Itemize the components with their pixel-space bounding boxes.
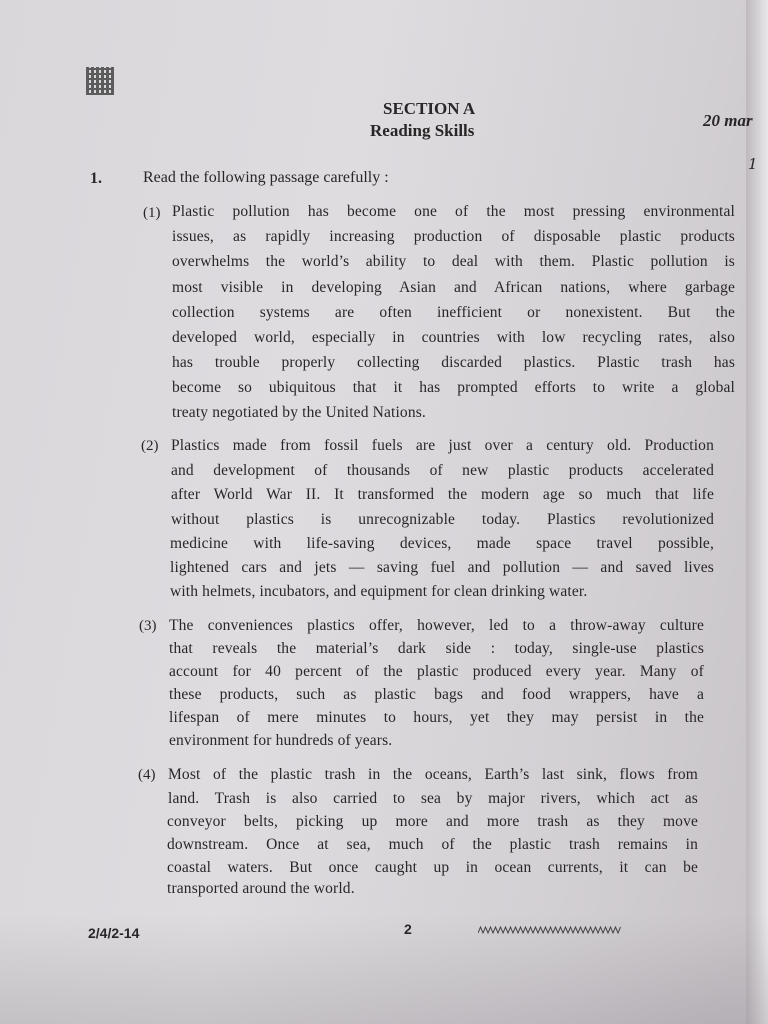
paper-code: 2/4/2-14	[88, 925, 140, 941]
passage-line: transported around the world.	[167, 880, 355, 897]
passage-line: become so ubiquitous that it has prompted efforts to write a global	[172, 379, 735, 396]
passage-line: Plastic pollution has become one of the most pressing environmental	[172, 203, 735, 220]
paragraph-number: (4)	[138, 767, 156, 783]
qr-code	[86, 67, 114, 95]
passage-line: overwhelms the world’s ability to deal with them. Plastic pollution is	[172, 253, 735, 270]
passage-line: and development of thousands of new plastic products accelerated	[171, 462, 714, 479]
passage-line: The conveniences plastics offer, however, led to a throw-away culture	[169, 617, 704, 634]
passage-line: downstream. Once at sea, much of the plastic trash remains in	[167, 836, 698, 853]
passage-line: most visible in developing Asian and African nations, where garbage	[172, 279, 735, 296]
paragraph-number: (3)	[139, 618, 157, 634]
passage-line: collection systems are often inefficient or nonexistent. But the	[172, 304, 735, 321]
passage-line: coastal waters. But once caught up in ocean currents, it can be	[167, 859, 698, 876]
page-edge	[746, 0, 768, 1024]
margin-mark: 1	[748, 155, 758, 173]
passage-line: has trouble properly collecting discarded plastics. Plastic trash has	[172, 354, 735, 371]
section-title: SECTION A	[383, 99, 476, 118]
question-number: 1.	[90, 170, 102, 187]
passage-line: after World War II. It transformed the modern age so much that life	[171, 486, 714, 503]
passage-line: environment for hundreds of years.	[169, 732, 393, 749]
passage-line: that reveals the material’s dark side : today, single-use plastics	[169, 640, 704, 657]
passage-line: Most of the plastic trash in the oceans, Earth’s last sink, flows from	[168, 766, 698, 783]
passage-line: medicine with life-saving devices, made space travel possible,	[170, 535, 714, 552]
section-subtitle: Reading Skills	[370, 121, 475, 140]
passage-line: conveyor belts, picking up more and more trash as they move	[167, 813, 698, 830]
passage-line: Plastics made from fossil fuels are just over a century old. Production	[171, 437, 714, 454]
passage-line: issues, as rapidly increasing production of disposable plastic products	[172, 228, 735, 245]
passage-line: land. Trash is also carried to sea by major rivers, which act as	[168, 790, 698, 807]
passage-line: account for 40 percent of the plastic produced every year. Many of	[169, 663, 704, 680]
passage-line: without plastics is unrecognizable today. Plastics revolutionized	[171, 511, 714, 528]
passage-line: with helmets, incubators, and equipment for clean drinking water.	[170, 583, 588, 600]
page-number: 2	[404, 921, 412, 937]
paragraph-number: (2)	[141, 438, 159, 454]
passage-line: lightened cars and jets — saving fuel and pollution — and saved lives	[170, 559, 714, 576]
passage-line: lifespan of mere minutes to hours, yet they may persist in the	[169, 709, 704, 726]
marks-label: 20 mar	[703, 111, 753, 130]
passage-line: treaty negotiated by the United Nations.	[172, 404, 426, 421]
wavy-line-decoration	[478, 926, 621, 934]
paragraph-number: (1)	[143, 205, 161, 221]
question-prompt: Read the following passage carefully :	[143, 169, 389, 186]
passage-line: developed world, especially in countries with low recycling rates, also	[172, 329, 735, 346]
passage-line: these products, such as plastic bags and food wrappers, have a	[169, 686, 704, 703]
